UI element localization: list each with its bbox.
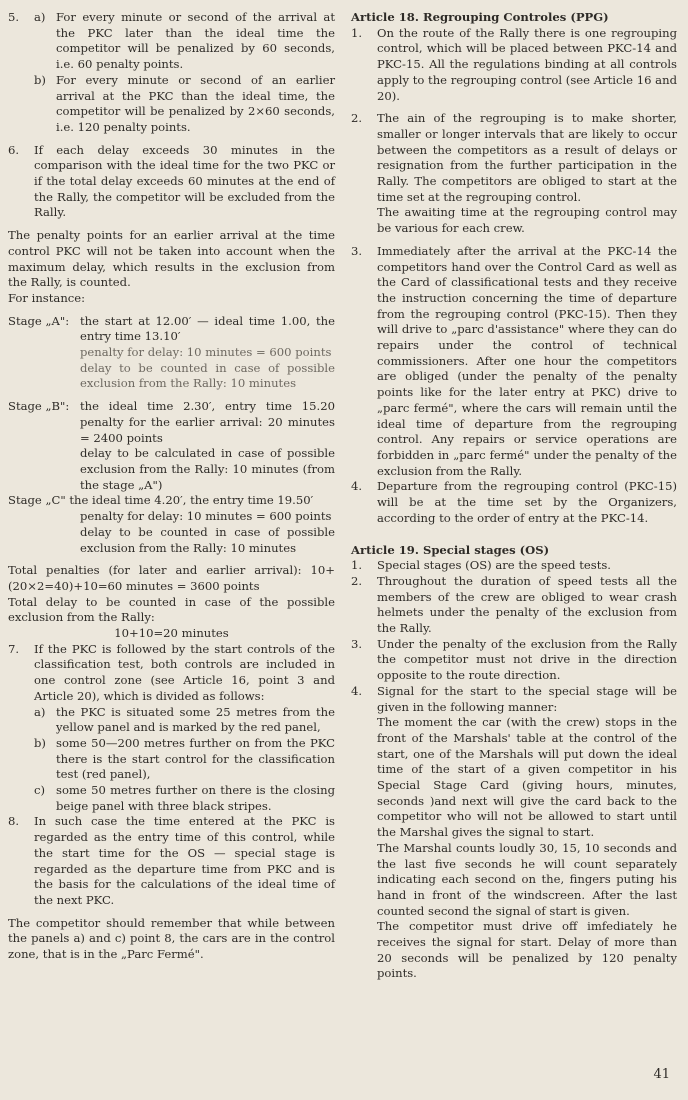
- rule-text: If the PKC is followed by the start controls of the classification test, both controls are included in one control zone (see Article 16, point 3 and Article 20), which is divided as follows:: [34, 641, 335, 703]
- rule-text: some 50 metres further on there is the closing beige panel with three black stripes.: [56, 783, 335, 813]
- rule-5a: [34, 10, 335, 73]
- rule-text: some 50—200 metres further on from the PKC there is the start control for the classification test (red panel),: [56, 735, 335, 782]
- rule-number: 2.: [351, 111, 363, 126]
- stage-label: Stage „A":: [8, 313, 70, 328]
- rule-8: [8, 814, 335, 908]
- paragraph: For instance:: [8, 290, 86, 305]
- rule-6: [8, 143, 335, 222]
- stage-line: delay to be counted in case of possible exclusion from the Rally: 10 minutes: [80, 524, 335, 555]
- stage-c-example: [8, 493, 335, 556]
- rule-text: On the route of the Rally there is one regrouping control, which will be placed between PKC-14 and PKC-15. All the regulations binding at all controls apply to the regrouping control (see Article 16 and 20).: [377, 25, 677, 103]
- page-number: 41: [653, 1067, 670, 1082]
- rule-text: The awaiting time at the regrouping control may be various for each crew.: [377, 205, 677, 236]
- rule-text: the PKC is situated some 25 metres from the yellow panel and is marked by the red panel,: [56, 704, 335, 735]
- stage-b-example: [8, 399, 335, 493]
- paragraph: The competitor should remember that while between the panels a) and c) point 8, the cars are in the control zone, that is in the „Parc Fermé".: [8, 915, 335, 962]
- stage-label: Stage „B":: [8, 399, 70, 414]
- rule-text: For every minute or second of the arrival at the PKC later than the ideal time the competitor will be penalized by 60 seconds, i.e. 60 penalty points.: [56, 10, 335, 72]
- rule-5b: [34, 73, 335, 136]
- stage-line: Stage „C" the ideal time 4.20′, the entry time 19.50′: [8, 493, 314, 508]
- rule-5: [8, 10, 335, 136]
- rule-text: Departure from the regrouping control (PKC-15) will be at the time set by the Organizers, according to the order of entry at the PKC-14.: [377, 479, 677, 525]
- sub-letter: a): [34, 10, 46, 24]
- article-18-heading: Article 18. Regrouping Controles (PPG): [351, 10, 609, 24]
- rule-text: The ain of the regrouping is to make shorter, smaller or longer intervals that are likely to occur between the competitors as a result of delays or resignation from the further participation in the Rally. The competitors are obliged to start at the time set at the regrouping control.: [377, 111, 677, 204]
- stage-line: penalty for delay: 10 minutes = 600 points: [80, 345, 332, 360]
- rule-number: 4.: [351, 479, 363, 494]
- article-19-item-4: [351, 684, 677, 982]
- stage-line: penalty for delay: 10 minutes = 600 points: [80, 509, 332, 524]
- rule-text: Signal for the start to the special stage will be given in the following manner:: [377, 683, 677, 714]
- rule-text: If each delay exceeds 30 minutes in the comparison with the ideal time for the two PKC or if the total delay exceeds 60 minutes at the end of the Rally, the competitor will be excluded from the Rally.: [34, 142, 335, 220]
- left-column: [8, 10, 335, 963]
- stage-a-example: [8, 314, 335, 393]
- article-18-item-4: [351, 479, 677, 526]
- rule-7a: [34, 705, 335, 736]
- rule-text: The moment the car (with the crew) stops in the front of the Marshals' table at the control of the start, one of the Marshals will put down the ideal time of the start of a given competitor in his Special Stage Card (giving hours, minutes, seconds )and next will give the card back to the competitor who will not be allowed to start until the Marshal gives the signal to start.: [377, 715, 677, 840]
- rule-text: Special stages (OS) are the speed tests.: [377, 558, 611, 573]
- rule-number: 8.: [8, 814, 20, 829]
- rule-number: 5.: [8, 10, 20, 24]
- rule-number: 7.: [8, 641, 20, 656]
- article-19-item-1: [351, 558, 677, 574]
- rule-number: 3.: [351, 243, 363, 258]
- right-column: [351, 10, 677, 982]
- rule-7: [8, 642, 335, 815]
- total-delay-value: 10+10=20 minutes: [114, 626, 229, 641]
- article-18-item-1: [351, 26, 677, 105]
- rule-text: Under the penalty of the exclusion from the Rally the competitor must not drive in the direction opposite to the route direction.: [377, 636, 677, 683]
- total-delay: Total delay to be counted in case of the possible exclusion from the Rally:: [8, 594, 335, 625]
- rule-number: 6.: [8, 142, 20, 157]
- article-19-item-3: [351, 637, 677, 684]
- rule-text: The competitor must drive off imfediately he receives the signal for start. Delay of more than 20 seconds will be penalized by 120 penalty points.: [377, 919, 677, 981]
- paragraph: The penalty points for an earlier arrival at the time control PKC will not be taken into account when the maximum delay, which results in the exclusion from the Rally, is counted.: [8, 228, 335, 290]
- rule-text: The Marshal counts loudly 30, 15, 10 seconds and the last five seconds he will count separately indicating each second on the, fingers puting his hand in front of the windscreen. After the last counted second the signal of start is given.: [377, 840, 677, 918]
- article-18-item-3: [351, 244, 677, 480]
- sub-letter: c): [34, 783, 46, 798]
- stage-line: the start at 12.00′ — ideal time 1.00, the entry time 13.10′: [80, 313, 335, 344]
- rule-text: In such case the time entered at the PKC is regarded as the entry time of this control, while the start time for the OS — special stage is regarded as the departure time from PKC and is the basis for the calculations of the ideal time of the next PKC.: [34, 814, 335, 907]
- rule-text: Immediately after the arrival at the PKC-14 the competitors hand over the Control Card as well as the Card of classificational tests and they receive the instruction concerning the time of departure from the regrouping control (PKC-15). Then they will drive to „parc d'assistance" where they can do repairs under the control of technical commissioners. After one hour the competitors are obliged (under the penalty of the penalty points like for the later entry at PKC) drive to „parc fermé", where the cars will remain until the ideal time of departure from the regrouping control. Any repairs or service operations are forbidden in „parc fermé" under the penalty of the exclusion from the Rally.: [377, 243, 677, 478]
- rule-7b: [34, 736, 335, 783]
- rule-text: For every minute or second of an earlier arrival at the PKC than the ideal time, the competitor will be penalized by 2×60 seconds, i.e. 120 penalty points.: [56, 72, 335, 134]
- stage-line: the ideal time 2.30′, entry time 15.20 penalty for the earlier arrival: 20 minutes = 2400 points: [80, 399, 335, 445]
- article-18-item-2: [351, 111, 677, 237]
- rule-7c: [34, 783, 335, 814]
- rule-number: 4.: [351, 683, 363, 698]
- article-19-heading: Article 19. Special stages (OS): [351, 542, 550, 557]
- sub-letter: a): [34, 704, 46, 719]
- rule-number: 1.: [351, 25, 363, 40]
- sub-letter: b): [34, 72, 46, 87]
- rule-text: Throughout the duration of speed tests all the members of the crew are obliged to wear crash helmets under the penalty of the exclusion from the Rally.: [377, 573, 677, 636]
- stage-line: delay to be counted in case of possible exclusion from the Rally: 10 minutes: [80, 360, 335, 391]
- rule-number: 1.: [351, 558, 363, 573]
- stage-line: delay to be calculated in case of possible exclusion from the Rally: 10 minutes (from the stage „A"): [80, 446, 335, 492]
- rule-number: 2.: [351, 573, 363, 588]
- sub-letter: b): [34, 735, 46, 750]
- rule-number: 3.: [351, 636, 363, 651]
- total-penalties: Total penalties (for later and earlier arrival): 10+(20×2=40)+10=60 minutes = 3600 points: [8, 563, 335, 593]
- article-19-item-2: [351, 574, 677, 637]
